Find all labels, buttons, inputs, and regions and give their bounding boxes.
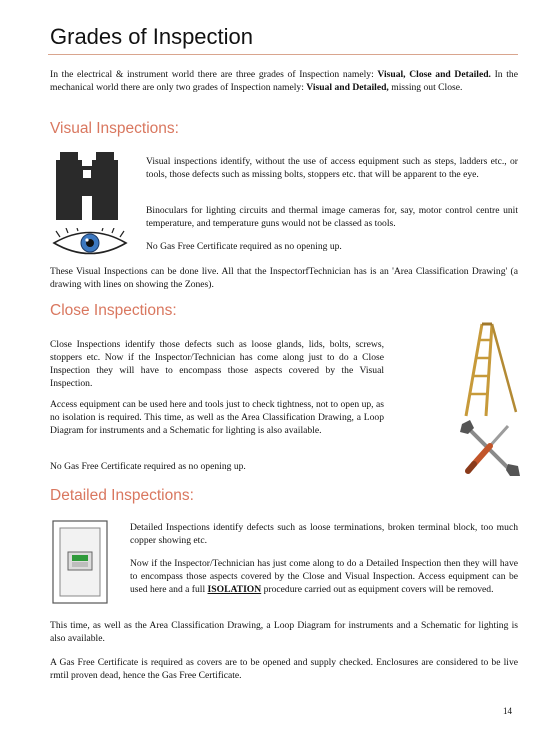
- visual-paragraph-3: No Gas Free Certificate required as no opening up.: [146, 241, 342, 252]
- isolation-emphasis: ISOLATION: [207, 584, 262, 595]
- close-heading: Close Inspections:: [50, 302, 177, 319]
- detailed-paragraph-1: Detailed Inspections identify defects such as loose terminations, broken terminal block, too much copper showing etc.: [130, 522, 518, 546]
- visual-heading: Visual Inspections:: [50, 120, 179, 137]
- eye-icon: [50, 228, 130, 258]
- detailed-paragraph-4: A Gas Free Certificate is required as covers are to be opened and supply checked. Enclosures are considered to be live rmtil proven dead, hence the Gas Free Certificate.: [50, 657, 518, 681]
- close-paragraph-1: Close Inspections identify those defects such as loose glands, lids, bolts, screws, stoppers etc. Now if the Inspector/Technician has come along just to do a Close Inspection they will have to encompass those aspects covered by the Visual Inspection.: [50, 339, 384, 389]
- close-paragraph-2: Access equipment can be used here and tools just to check tightness, not to open up, as no isolation is required. This time, as well as the Area Classification Drawing, a Loop Diagram for instruments and a Schematic for lighting is also available.: [50, 399, 384, 436]
- intro-bold-2: Visual and Detailed,: [306, 82, 389, 93]
- ladder-icon: [462, 320, 520, 420]
- intro-bold-1: Visual, Close and Detailed.: [377, 69, 491, 80]
- visual-paragraph-4: These Visual Inspections can be done live. All that the InspectorfTechnician has is an 'Area Classification Drawing' (a drawing with lines on showing the Zones).: [50, 266, 518, 290]
- close-paragraph-3: No Gas Free Certificate required as no opening up.: [50, 461, 246, 472]
- intro-text-2: In the mechanical world there are only two grades of Inspection namely:: [50, 69, 518, 93]
- detailed-paragraph-2: [130, 557, 518, 596]
- page-number: 14: [503, 706, 512, 716]
- detailed-paragraph-2-text-a: Now if the Inspector/Technician has just come along to do a Detailed Inspection then they will have to encompass those aspects covered by the Close and Visual Inspection. Access equipment can be used here and a full: [130, 558, 518, 595]
- intro-paragraph: [50, 68, 518, 94]
- isolation-switch-icon: [52, 520, 108, 604]
- detailed-paragraph-2-text-b: procedure carried out as equipment covers will be removed.: [261, 584, 494, 595]
- visual-paragraph-1: Visual inspections identify, without the use of access equipment such as steps, ladders etc., or tools, those defects such as missing bolts, stoppers etc. that will be apparent to the eye.: [146, 156, 518, 180]
- detailed-heading: Detailed Inspections:: [50, 487, 194, 504]
- intro-text-3: missing out Close.: [388, 82, 463, 93]
- intro-text-1: In the electrical & instrument world there are three grades of Inspection namely:: [50, 69, 378, 80]
- binoculars-icon: [54, 150, 120, 222]
- screwdriver-spanner-icon: [460, 420, 522, 478]
- page-title: Grades of Inspection: [50, 24, 254, 49]
- visual-paragraph-2: Binoculars for lighting circuits and thermal image cameras for, say, motor control centre unit temperature, and temperature guns would not be classed as tools.: [146, 205, 518, 229]
- detailed-paragraph-3: This time, as well as the Area Classification Drawing, a Loop Diagram for instruments and a Schematic for lighting is also available.: [50, 620, 518, 644]
- title-divider: [48, 54, 518, 55]
